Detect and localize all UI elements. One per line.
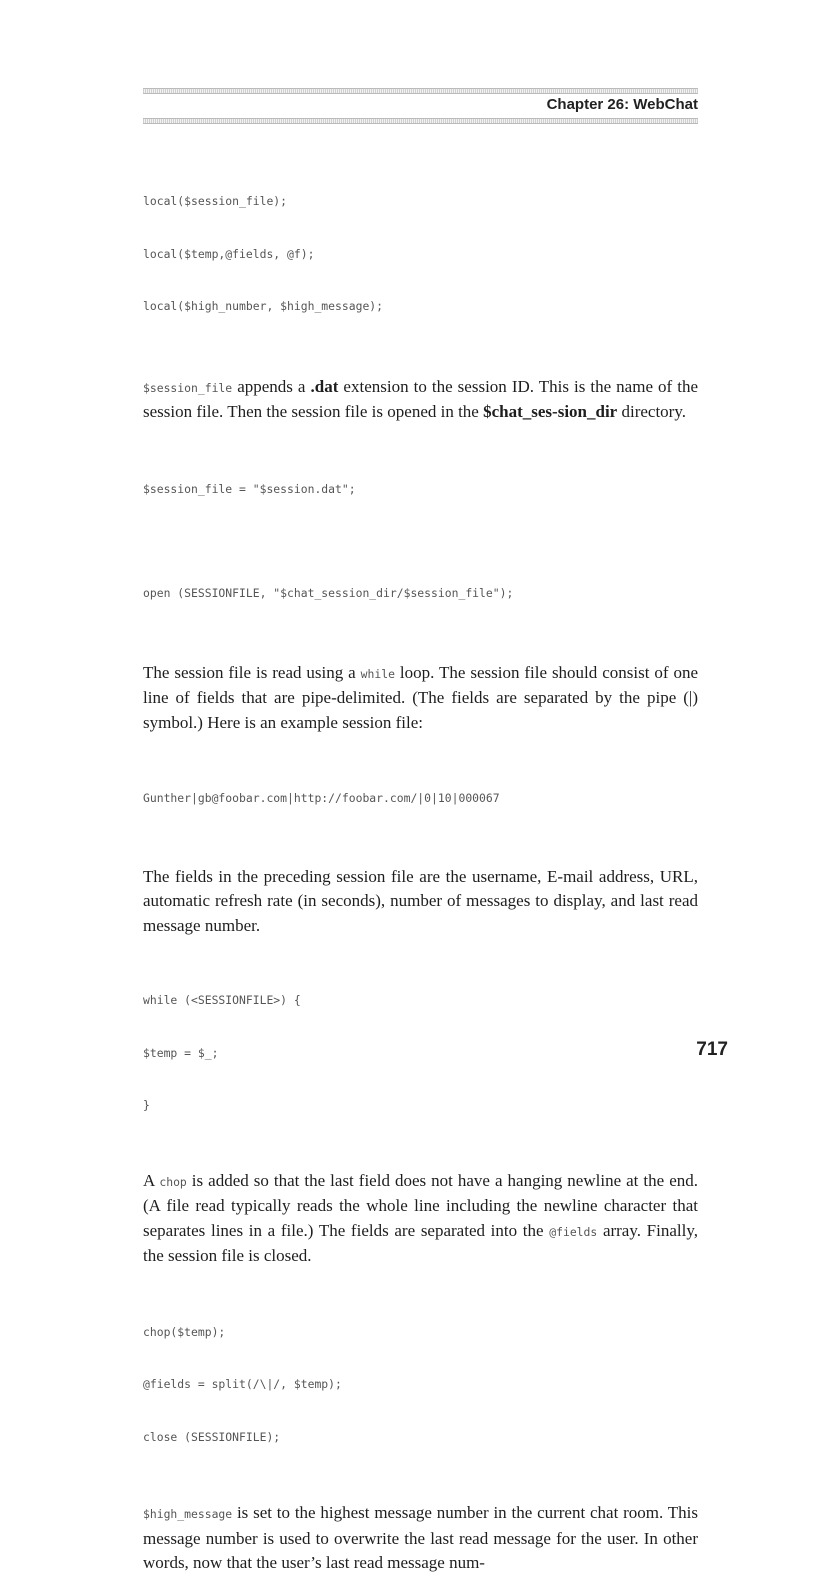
inline-code: $session_file <box>143 380 233 395</box>
paragraph-session-file: $session_file appends a .dat extension to the session ID. This is the name of the session file. Then the session file is opened in the $chat_ses-sion_dir directory. <box>143 376 698 421</box>
code-line: Gunther|gb@foobar.com|http://foobar.com/|0|10|000067 <box>143 791 500 805</box>
bold-term: .dat <box>310 376 339 396</box>
inline-code: chop <box>159 1174 187 1189</box>
code-line: } <box>143 1098 150 1112</box>
paragraph-chop: A chop is added so that the last field does not have a hanging newline at the end. (A file read typically reads the whole line including the newline character that separates lines in a file.) The fields are separated into the @fields array. Finally, the session file is closed. <box>143 1170 698 1265</box>
paragraph-fields: The fields in the preceding session file are the username, E-mail address, URL, automatic refresh rate (in seconds), number of messages to display, and last read message number. <box>143 866 698 935</box>
code-line: chop($temp); <box>143 1324 226 1339</box>
inline-code: $high_message <box>143 1507 233 1521</box>
code-line: local($session_file); <box>143 194 288 208</box>
code-block-example <box>143 755 698 843</box>
code-block-chop <box>143 1289 698 1482</box>
header-rule-bottom <box>143 118 698 124</box>
page-body <box>143 158 698 1576</box>
header-rule-top <box>143 88 698 94</box>
code-line: $temp = $_; <box>143 1045 219 1060</box>
code-block-while <box>143 957 698 1150</box>
code-line: while (<SESSIONFILE>) { <box>143 993 301 1007</box>
paragraph-high-message: $high_message is set to the highest message number in the current chat room. This message number is used to overwrite the last read message for the user. In other words, now that the user’s last read message num- <box>143 1503 698 1572</box>
code-line: $session_file = "$session.dat"; <box>143 481 356 496</box>
code-line: @fields = split(/\|/, $temp); <box>143 1377 342 1391</box>
code-line: close (SESSIONFILE); <box>143 1429 281 1444</box>
code-line: open (SESSIONFILE, "$chat_session_dir/$session_file"); <box>143 586 514 600</box>
bold-term: $chat_ses-sion_dir <box>483 402 618 421</box>
code-block-open <box>143 550 698 638</box>
code-block-session-file <box>143 446 698 534</box>
running-head: Chapter 26: WebChat <box>546 96 698 113</box>
inline-code: @fields <box>549 1224 598 1239</box>
paragraph-while-loop: The session file is read using a while loop. The session file should consist of one line of fields that are pipe-delimited. (The fields are separated by the pipe (|) symbol.) Here is an example session file: <box>143 662 698 732</box>
page-number: 717 <box>696 1039 728 1060</box>
code-line: local($temp,@fields, @f); <box>143 246 315 261</box>
code-line: local($high_number, $high_message); <box>143 299 384 313</box>
inline-code: while <box>360 666 395 681</box>
code-block-locals <box>143 158 698 351</box>
